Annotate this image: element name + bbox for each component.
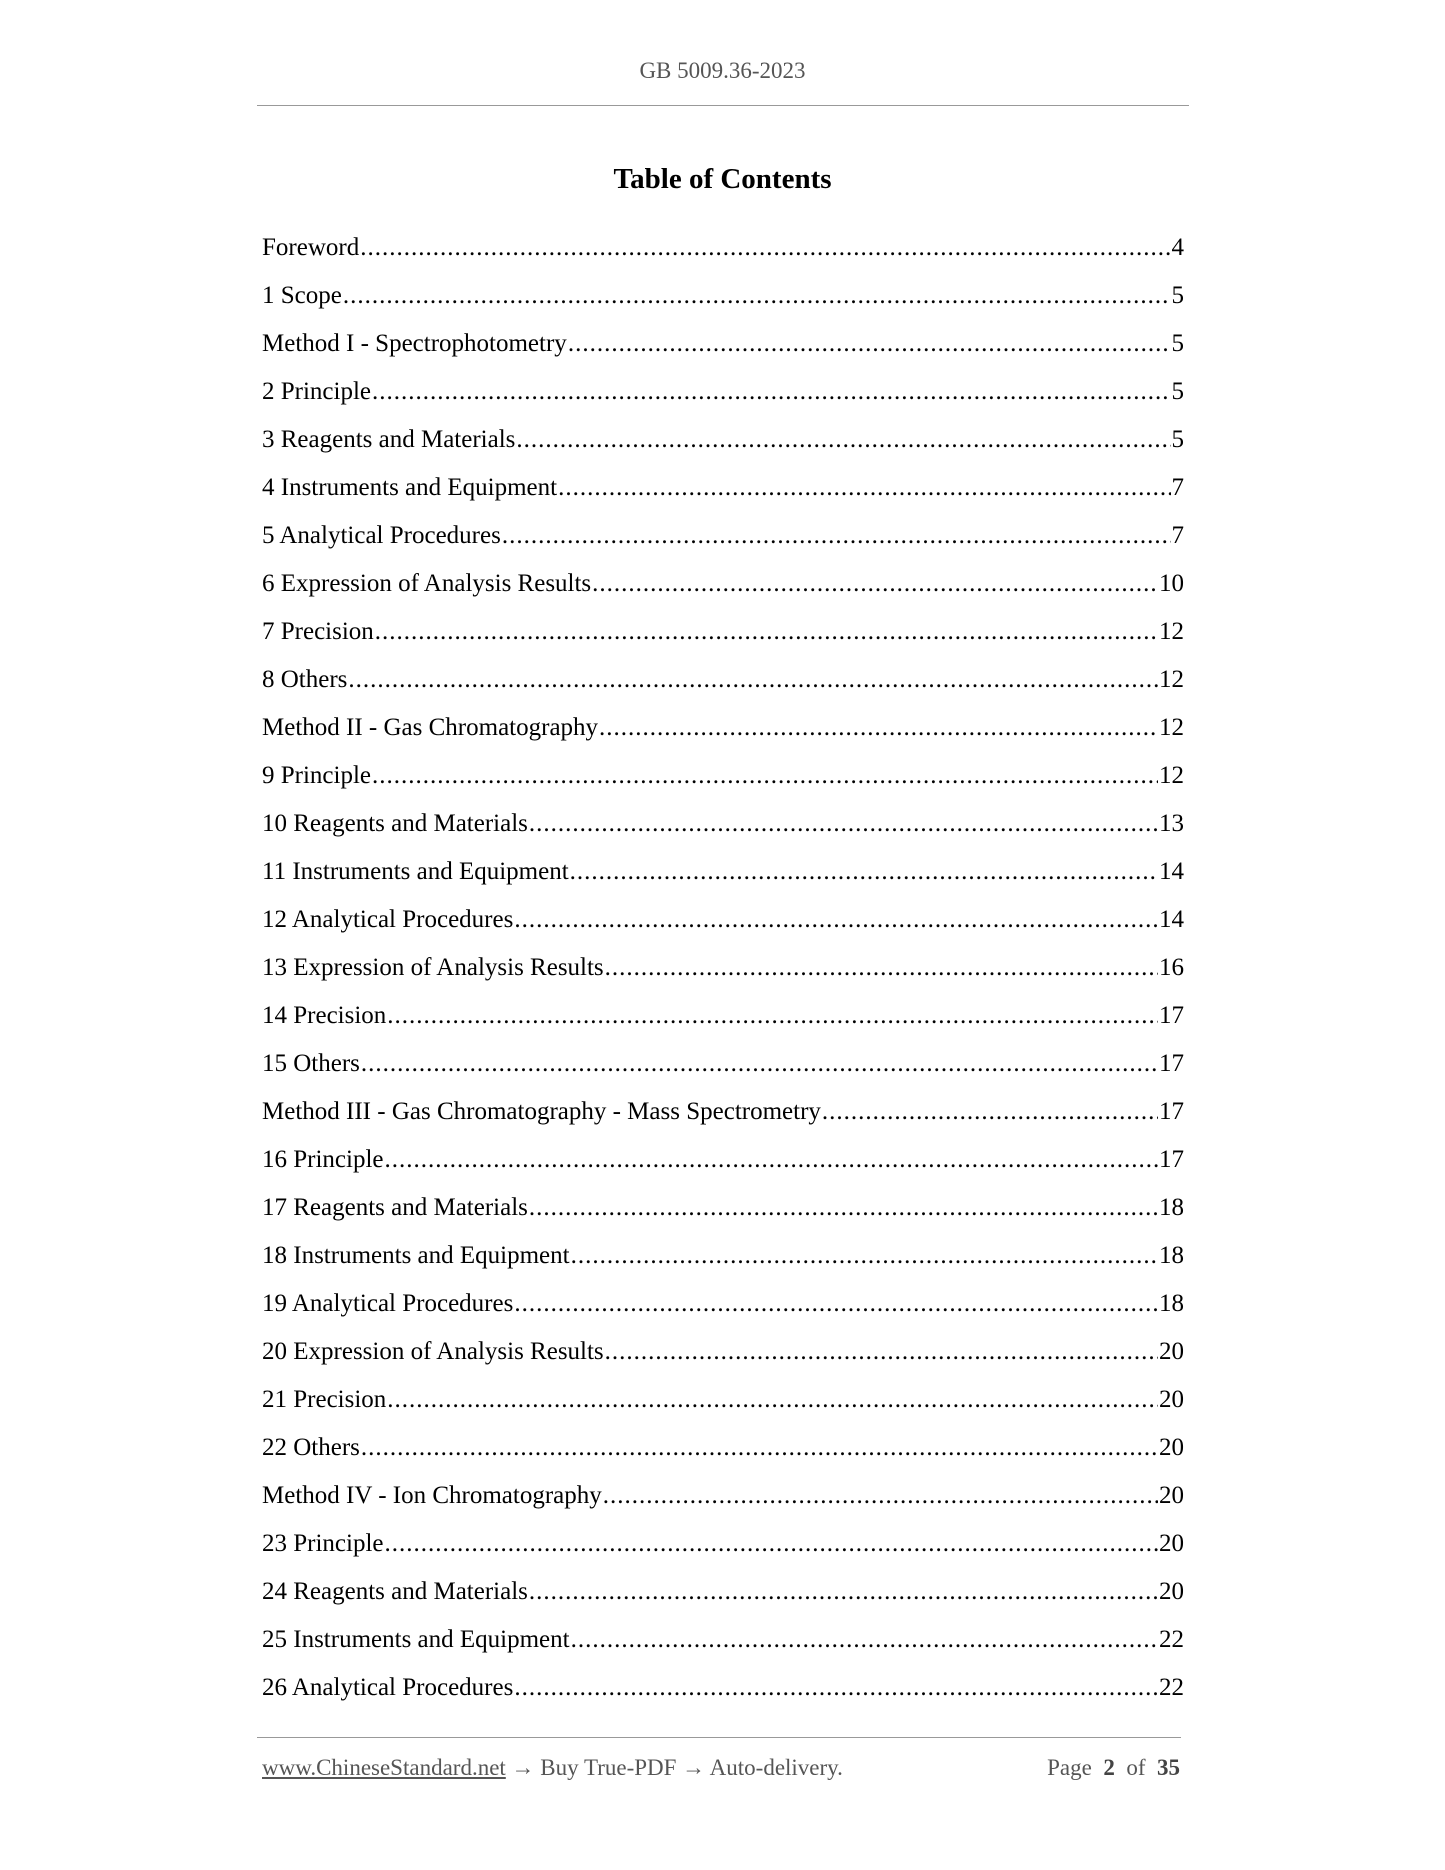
toc-entry-label: 10 Reagents and Materials [262, 810, 528, 837]
toc-dot-leader [360, 228, 1170, 268]
toc-entry[interactable] [262, 948, 1184, 996]
toc-entry[interactable] [262, 516, 1184, 564]
toc-entry-label: 15 Others [262, 1050, 360, 1077]
toc-entry-page-number: 20 [1159, 1434, 1184, 1461]
toc-dot-leader [592, 564, 1158, 604]
toc-entry-page-number: 17 [1159, 1146, 1184, 1173]
toc-entry-label: 3 Reagents and Materials [262, 426, 516, 453]
toc-entry-page-number: 13 [1159, 810, 1184, 837]
toc-entry-label: 17 Reagents and Materials [262, 1194, 528, 1221]
toc-entry-label: 12 Analytical Procedures [262, 906, 514, 933]
toc-entry-page-number: 20 [1159, 1530, 1184, 1557]
toc-entry-label: Method II - Gas Chromatography [262, 714, 599, 741]
toc-entry-label: Method I - Spectrophotometry [262, 330, 567, 357]
toc-entry[interactable] [262, 468, 1184, 516]
toc-entry[interactable] [262, 612, 1184, 660]
toc-entry-label: 21 Precision [262, 1386, 387, 1413]
toc-entry-label: Method III - Gas Chromatography - Mass Spectrometry [262, 1098, 821, 1125]
toc-entry-page-number: 5 [1171, 426, 1184, 453]
toc-entry-label: 19 Analytical Procedures [262, 1290, 514, 1317]
toc-dot-leader [529, 1572, 1158, 1612]
toc-entry-label: 5 Analytical Procedures [262, 522, 501, 549]
toc-entry-page-number: 7 [1171, 522, 1184, 549]
toc-dot-leader [558, 468, 1170, 508]
footer-divider [257, 1737, 1181, 1738]
page-title: Table of Contents [613, 163, 832, 195]
toc-entry-page-number: 5 [1171, 282, 1184, 309]
toc-dot-leader [385, 1524, 1158, 1564]
footer-promo [262, 1755, 843, 1781]
toc-entry-label: 25 Instruments and Equipment [262, 1626, 570, 1653]
toc-entry-label: 24 Reagents and Materials [262, 1578, 528, 1605]
toc-entry-label: 9 Principle [262, 762, 372, 789]
toc-dot-leader [516, 420, 1170, 460]
toc-entry-page-number: 18 [1159, 1290, 1184, 1317]
toc-entry-label: 26 Analytical Procedures [262, 1674, 514, 1701]
toc-entry[interactable] [262, 1236, 1184, 1284]
header-divider [257, 105, 1189, 106]
toc-entry-label: 11 Instruments and Equipment [262, 858, 569, 885]
website-link[interactable]: www.ChineseStandard.net [262, 1755, 506, 1780]
toc-entry-label: 6 Expression of Analysis Results [262, 570, 592, 597]
toc-entry[interactable] [262, 324, 1184, 372]
toc-dot-leader [599, 708, 1158, 748]
toc-entry[interactable] [262, 1668, 1184, 1716]
toc-entry-label: 1 Scope [262, 282, 342, 309]
toc-entry-page-number: 22 [1159, 1626, 1184, 1653]
toc-entry[interactable] [262, 900, 1184, 948]
toc-entry-label: 8 Others [262, 666, 348, 693]
toc-entry-label: 14 Precision [262, 1002, 387, 1029]
toc-entry-page-number: 14 [1159, 858, 1184, 885]
toc-entry[interactable] [262, 1572, 1184, 1620]
toc-entry[interactable] [262, 1332, 1184, 1380]
toc-entry-page-number: 4 [1171, 234, 1184, 261]
toc-entry[interactable] [262, 996, 1184, 1044]
toc-entry-page-number: 17 [1159, 1002, 1184, 1029]
of-word: of [1126, 1755, 1146, 1780]
footer-promo-text: → Buy True-PDF → Auto-delivery. [505, 1755, 843, 1780]
page-word: Page [1047, 1755, 1092, 1780]
toc-entry-page-number: 10 [1159, 570, 1184, 597]
total-page-count: 35 [1157, 1755, 1180, 1780]
toc-dot-leader [514, 900, 1158, 940]
toc-dot-leader [822, 1092, 1158, 1132]
toc-entry-page-number: 17 [1159, 1050, 1184, 1077]
toc-dot-leader [571, 1236, 1158, 1276]
toc-entry-page-number: 12 [1159, 762, 1184, 789]
toc-dot-leader [568, 324, 1171, 364]
toc-entry-label: Method IV - Ion Chromatography [262, 1482, 602, 1509]
toc-entry-label: 18 Instruments and Equipment [262, 1242, 570, 1269]
table-of-contents [262, 228, 1184, 1716]
toc-dot-leader [375, 612, 1158, 652]
toc-entry[interactable] [262, 804, 1184, 852]
toc-entry-page-number: 20 [1159, 1386, 1184, 1413]
toc-entry[interactable] [262, 1620, 1184, 1668]
toc-dot-leader [571, 1620, 1158, 1660]
toc-entry[interactable] [262, 1476, 1184, 1524]
toc-dot-leader [343, 276, 1171, 316]
toc-entry-page-number: 20 [1159, 1338, 1184, 1365]
toc-dot-leader [514, 1284, 1158, 1324]
toc-entry[interactable] [262, 1140, 1184, 1188]
toc-entry-page-number: 5 [1171, 378, 1184, 405]
toc-entry-page-number: 14 [1159, 906, 1184, 933]
toc-entry-page-number: 7 [1171, 474, 1184, 501]
toc-entry-label: 4 Instruments and Equipment [262, 474, 558, 501]
toc-entry-label: 20 Expression of Analysis Results [262, 1338, 604, 1365]
toc-dot-leader [514, 1668, 1158, 1708]
toc-entry-label: 7 Precision [262, 618, 374, 645]
toc-entry-page-number: 20 [1159, 1578, 1184, 1605]
toc-entry[interactable] [262, 660, 1184, 708]
toc-entry[interactable] [262, 228, 1184, 276]
toc-entry[interactable] [262, 1284, 1184, 1332]
toc-entry[interactable] [262, 1188, 1184, 1236]
toc-entry[interactable] [262, 1044, 1184, 1092]
toc-dot-leader [372, 756, 1158, 796]
page-indicator [1047, 1755, 1180, 1781]
toc-entry[interactable] [262, 564, 1184, 612]
document-id-header: GB 5009.36-2023 [639, 58, 806, 83]
page-footer [262, 1755, 1180, 1789]
toc-entry-page-number: 16 [1159, 954, 1184, 981]
toc-dot-leader [605, 1332, 1158, 1372]
toc-entry[interactable] [262, 372, 1184, 420]
toc-entry-page-number: 12 [1159, 666, 1184, 693]
toc-entry[interactable] [262, 276, 1184, 324]
toc-dot-leader [605, 948, 1158, 988]
toc-entry-page-number: 5 [1171, 330, 1184, 357]
toc-entry[interactable] [262, 1380, 1184, 1428]
toc-entry-label: 13 Expression of Analysis Results [262, 954, 604, 981]
toc-dot-leader [603, 1476, 1158, 1516]
toc-entry[interactable] [262, 852, 1184, 900]
toc-entry-label: 23 Principle [262, 1530, 384, 1557]
toc-entry[interactable] [262, 1092, 1184, 1140]
toc-entry-page-number: 18 [1159, 1194, 1184, 1221]
toc-dot-leader [387, 996, 1158, 1036]
toc-entry-page-number: 12 [1159, 618, 1184, 645]
toc-entry-page-number: 20 [1159, 1482, 1184, 1509]
toc-entry-label: 2 Principle [262, 378, 372, 405]
toc-entry[interactable] [262, 1524, 1184, 1572]
toc-entry[interactable] [262, 1428, 1184, 1476]
toc-entry-page-number: 18 [1159, 1242, 1184, 1269]
toc-entry[interactable] [262, 756, 1184, 804]
toc-entry[interactable] [262, 420, 1184, 468]
toc-entry-label: Foreword [262, 234, 360, 261]
toc-dot-leader [348, 660, 1158, 700]
toc-entry-label: 16 Principle [262, 1146, 384, 1173]
toc-dot-leader [385, 1140, 1158, 1180]
toc-dot-leader [570, 852, 1158, 892]
toc-entry-label: 22 Others [262, 1434, 360, 1461]
toc-dot-leader [529, 804, 1158, 844]
toc-dot-leader [529, 1188, 1158, 1228]
current-page-number: 2 [1103, 1755, 1115, 1780]
toc-dot-leader [361, 1044, 1158, 1084]
toc-entry-page-number: 12 [1159, 714, 1184, 741]
toc-entry-page-number: 17 [1159, 1098, 1184, 1125]
toc-entry[interactable] [262, 708, 1184, 756]
toc-dot-leader [502, 516, 1171, 556]
toc-dot-leader [361, 1428, 1158, 1468]
toc-dot-leader [387, 1380, 1158, 1420]
toc-entry-page-number: 22 [1159, 1674, 1184, 1701]
toc-dot-leader [372, 372, 1170, 412]
